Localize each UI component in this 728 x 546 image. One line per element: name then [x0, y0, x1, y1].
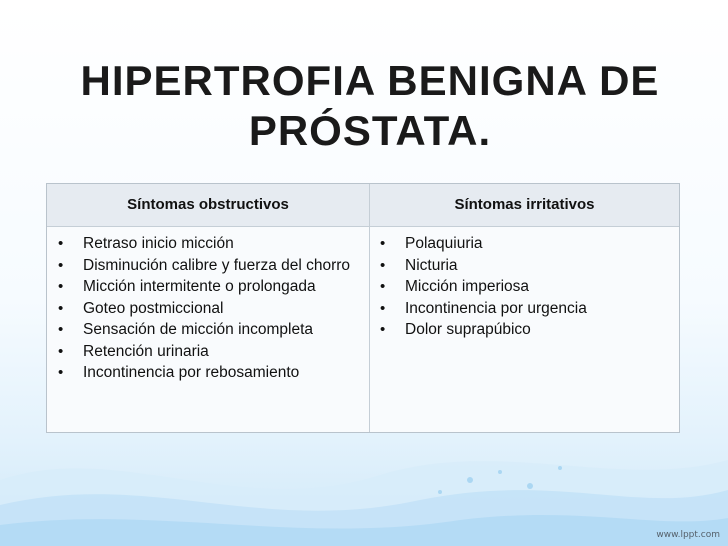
decorative-wave-background	[0, 420, 728, 546]
bullet-icon: •	[58, 321, 64, 338]
bullet-icon: •	[380, 278, 386, 295]
bullet-icon: •	[380, 299, 386, 317]
bullet-icon: •	[58, 256, 64, 274]
bullet-icon: •	[380, 235, 386, 252]
bullet-icon: •	[58, 235, 64, 252]
slide-title	[40, 56, 700, 156]
list-item: • Retraso inicio micción	[55, 233, 361, 255]
bullet-icon: •	[58, 299, 64, 317]
bullet-icon: •	[380, 321, 386, 338]
list-item: • Disminución calibre y fuerza del chorro	[55, 255, 361, 277]
header-obstructive: Síntomas obstructivos	[127, 196, 289, 213]
list-item: • Retención urinaria	[55, 341, 361, 363]
list-item: • Nicturia	[377, 255, 667, 277]
list-item: • Micción intermitente o prolongada	[55, 276, 361, 298]
bullet-icon: •	[58, 364, 64, 381]
obstructive-list	[55, 233, 361, 384]
list-item: • Incontinencia por rebosamiento	[55, 362, 361, 384]
symptoms-table	[46, 183, 680, 433]
bullet-icon: •	[58, 342, 64, 360]
bullet-icon: •	[380, 256, 386, 274]
bullet-icon: •	[58, 278, 64, 295]
list-item: • Incontinencia por urgencia	[377, 298, 667, 320]
irritative-list	[377, 233, 667, 341]
header-irritative: Síntomas irritativos	[454, 196, 595, 213]
slide-title-line-1: HIPERTROFIA BENIGNA DE	[80, 57, 660, 105]
slide-title-line-2: PRÓSTATA.	[248, 107, 492, 155]
list-item: • Sensación de micción incompleta	[55, 319, 361, 341]
watermark: www.lppt.com	[656, 530, 720, 540]
list-item: • Micción imperiosa	[377, 276, 667, 298]
list-item: • Goteo postmiccional	[55, 298, 361, 320]
list-item: • Polaquiuria	[377, 233, 667, 255]
list-item: • Dolor suprapúbico	[377, 319, 667, 341]
